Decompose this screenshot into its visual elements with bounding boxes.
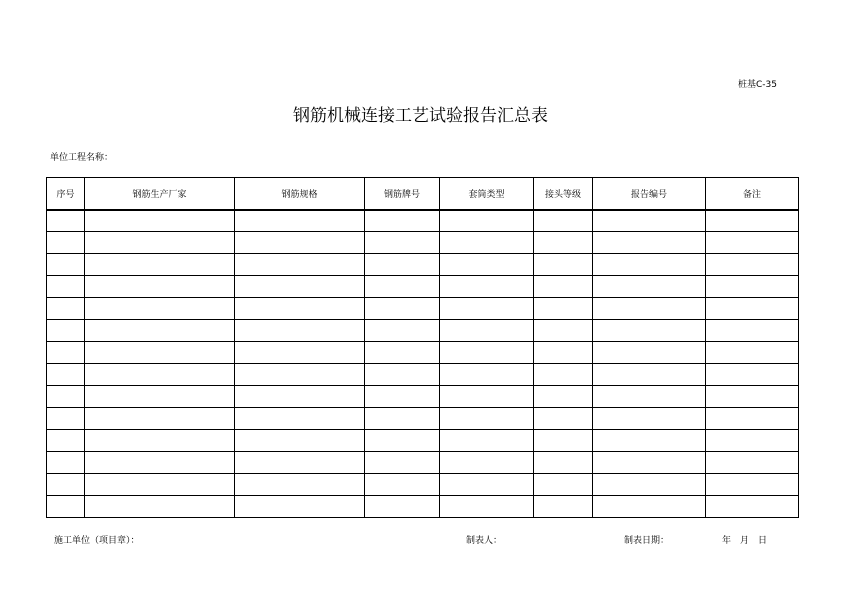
table-row bbox=[47, 496, 799, 518]
table-cell bbox=[534, 298, 593, 320]
table-cell bbox=[85, 430, 235, 452]
table-cell bbox=[47, 364, 85, 386]
table-cell bbox=[440, 254, 534, 276]
table-cell bbox=[706, 452, 799, 474]
table-cell bbox=[365, 430, 440, 452]
table-cell bbox=[706, 210, 799, 232]
table-cell bbox=[593, 254, 706, 276]
table-cell bbox=[365, 474, 440, 496]
header-joint-level: 接头等级 bbox=[534, 178, 593, 210]
table-cell bbox=[47, 342, 85, 364]
table-cell bbox=[365, 342, 440, 364]
table-cell bbox=[593, 232, 706, 254]
table-cell bbox=[235, 474, 365, 496]
table-cell bbox=[85, 342, 235, 364]
table-cell bbox=[85, 452, 235, 474]
table-row bbox=[47, 386, 799, 408]
table-cell bbox=[440, 276, 534, 298]
table-cell bbox=[440, 320, 534, 342]
table-cell bbox=[534, 452, 593, 474]
table-cell bbox=[365, 210, 440, 232]
header-index: 序号 bbox=[47, 178, 85, 210]
table-cell bbox=[47, 496, 85, 518]
table-cell bbox=[593, 386, 706, 408]
table-cell bbox=[365, 276, 440, 298]
table-row bbox=[47, 254, 799, 276]
table-cell bbox=[365, 254, 440, 276]
header-remarks: 备注 bbox=[706, 178, 799, 210]
table-cell bbox=[47, 386, 85, 408]
table-cell bbox=[706, 474, 799, 496]
table-row bbox=[47, 232, 799, 254]
table-cell bbox=[534, 408, 593, 430]
table-cell bbox=[706, 298, 799, 320]
table-cell bbox=[706, 386, 799, 408]
summary-table bbox=[46, 177, 799, 518]
table-cell bbox=[235, 320, 365, 342]
table-cell bbox=[706, 496, 799, 518]
table-row bbox=[47, 298, 799, 320]
table-cell bbox=[47, 320, 85, 342]
table-row bbox=[47, 364, 799, 386]
table-cell bbox=[235, 386, 365, 408]
table-cell bbox=[593, 430, 706, 452]
table-cell bbox=[235, 496, 365, 518]
table-cell bbox=[85, 474, 235, 496]
table-cell bbox=[365, 298, 440, 320]
table-cell bbox=[593, 210, 706, 232]
table-cell bbox=[534, 496, 593, 518]
table-cell bbox=[365, 452, 440, 474]
date-fields: 年 月 日 bbox=[722, 536, 768, 546]
table-cell bbox=[440, 386, 534, 408]
table-cell bbox=[235, 430, 365, 452]
table-cell bbox=[593, 408, 706, 430]
table-cell bbox=[534, 364, 593, 386]
table-cell bbox=[534, 232, 593, 254]
table-cell bbox=[593, 452, 706, 474]
table-cell bbox=[440, 430, 534, 452]
preparer-label: 制表人： bbox=[466, 536, 503, 546]
table-cell bbox=[593, 364, 706, 386]
page-title: 钢筋机械连接工艺试验报告汇总表 bbox=[293, 106, 548, 126]
table-cell bbox=[440, 474, 534, 496]
table-row bbox=[47, 210, 799, 232]
table-cell bbox=[440, 210, 534, 232]
header-specification: 钢筋规格 bbox=[235, 178, 365, 210]
table-cell bbox=[47, 232, 85, 254]
table-cell bbox=[85, 254, 235, 276]
table-cell bbox=[47, 430, 85, 452]
table-cell bbox=[85, 298, 235, 320]
form-code: 桩基C-35 bbox=[738, 80, 777, 90]
table-cell bbox=[706, 364, 799, 386]
table-cell bbox=[440, 408, 534, 430]
table-cell bbox=[235, 408, 365, 430]
table-cell bbox=[440, 232, 534, 254]
table-cell bbox=[593, 342, 706, 364]
table-cell bbox=[593, 496, 706, 518]
table-cell bbox=[85, 496, 235, 518]
table-row bbox=[47, 430, 799, 452]
table-row bbox=[47, 342, 799, 364]
table-cell bbox=[365, 408, 440, 430]
table-cell bbox=[706, 276, 799, 298]
table-cell bbox=[235, 254, 365, 276]
table-cell bbox=[706, 320, 799, 342]
table-cell bbox=[534, 342, 593, 364]
table-cell bbox=[47, 474, 85, 496]
table-cell bbox=[534, 254, 593, 276]
table-cell bbox=[235, 364, 365, 386]
table-cell bbox=[365, 496, 440, 518]
table-cell bbox=[235, 342, 365, 364]
table-cell bbox=[440, 342, 534, 364]
table-cell bbox=[47, 408, 85, 430]
table-row bbox=[47, 320, 799, 342]
construction-unit-label: 施工单位（项目章）： bbox=[54, 536, 140, 546]
table-cell bbox=[593, 298, 706, 320]
table-cell bbox=[593, 474, 706, 496]
header-sleeve-type: 套筒类型 bbox=[440, 178, 534, 210]
table-cell bbox=[593, 276, 706, 298]
table-cell bbox=[85, 210, 235, 232]
table-cell bbox=[365, 386, 440, 408]
table-cell bbox=[47, 452, 85, 474]
table-cell bbox=[440, 496, 534, 518]
table-cell bbox=[706, 232, 799, 254]
table-body bbox=[47, 210, 799, 518]
table-cell bbox=[440, 364, 534, 386]
table-cell bbox=[47, 210, 85, 232]
table-cell bbox=[235, 232, 365, 254]
table-row bbox=[47, 276, 799, 298]
table-cell bbox=[706, 254, 799, 276]
table-row bbox=[47, 474, 799, 496]
table-cell bbox=[365, 232, 440, 254]
table-cell bbox=[85, 408, 235, 430]
project-name-label: 单位工程名称： bbox=[50, 153, 114, 163]
header-manufacturer: 钢筋生产厂家 bbox=[85, 178, 235, 210]
table-header-row bbox=[47, 178, 799, 210]
table-cell bbox=[706, 342, 799, 364]
table-cell bbox=[534, 474, 593, 496]
table-cell bbox=[235, 452, 365, 474]
table-cell bbox=[235, 298, 365, 320]
table-cell bbox=[47, 254, 85, 276]
date-label: 制表日期： bbox=[624, 536, 670, 546]
table-cell bbox=[47, 298, 85, 320]
table-row bbox=[47, 452, 799, 474]
table-cell bbox=[534, 430, 593, 452]
table-cell bbox=[47, 276, 85, 298]
table-cell bbox=[593, 320, 706, 342]
table-cell bbox=[235, 276, 365, 298]
table-cell bbox=[365, 320, 440, 342]
table-cell bbox=[534, 210, 593, 232]
table-cell bbox=[706, 430, 799, 452]
table-cell bbox=[85, 386, 235, 408]
table-cell bbox=[534, 320, 593, 342]
table-cell bbox=[85, 364, 235, 386]
table-cell bbox=[85, 232, 235, 254]
header-grade: 钢筋牌号 bbox=[365, 178, 440, 210]
table-cell bbox=[85, 320, 235, 342]
table-cell bbox=[534, 386, 593, 408]
table-cell bbox=[235, 210, 365, 232]
table-cell bbox=[365, 364, 440, 386]
table-cell bbox=[534, 276, 593, 298]
table-cell bbox=[440, 452, 534, 474]
table-row bbox=[47, 408, 799, 430]
table-cell bbox=[85, 276, 235, 298]
header-report-number: 报告编号 bbox=[593, 178, 706, 210]
table-cell bbox=[706, 408, 799, 430]
table-cell bbox=[440, 298, 534, 320]
